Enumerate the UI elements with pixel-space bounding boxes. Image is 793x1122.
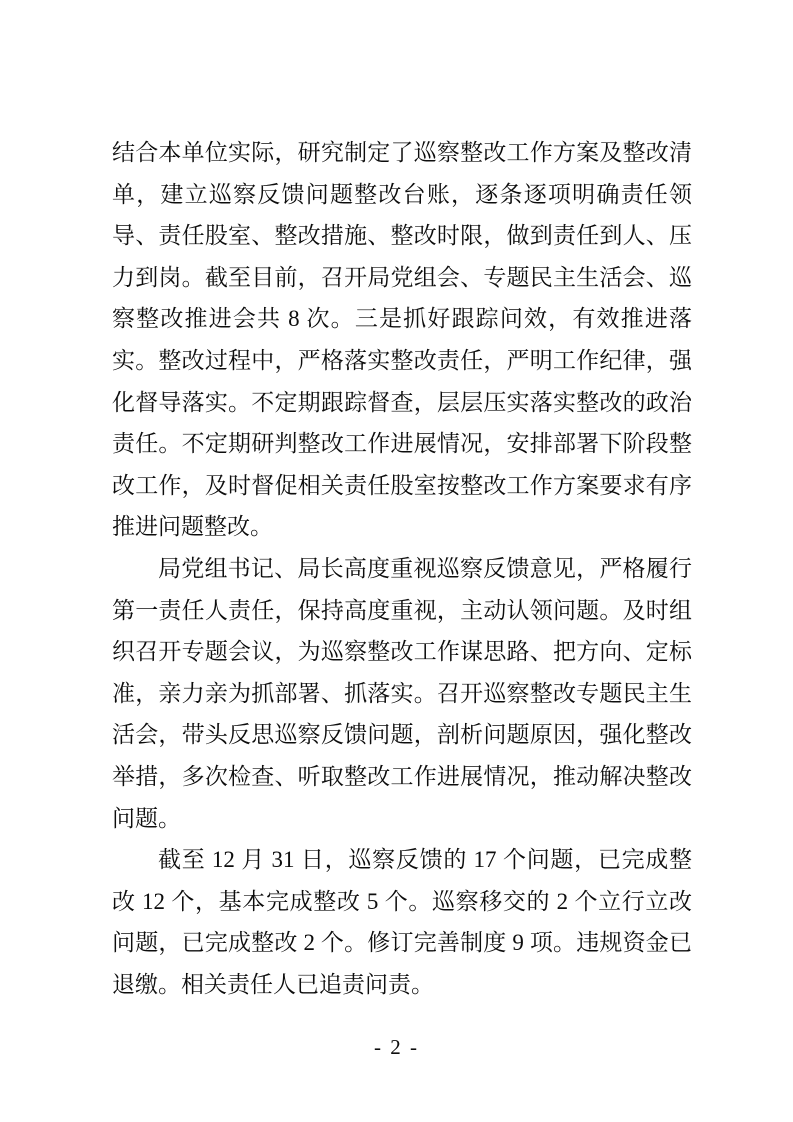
paragraph-continuation: 结合本单位实际，研究制定了巡察整改工作方案及整改清单，建立巡察反馈问题整改台账，逐条逐项明确责任领导、责任股室、整改措施、整改时限，做到责任到人、压力到岗。截至目前，召开局党组会、专题民主生活会、巡察整改推进会共 8 次。三是抓好跟踪问效，有效推进落实。整改过程中，严格落实整改责任，严明工作纪律，强化督导落实。不定期跟踪督查，层层压实落实整改的政治责任。不定期研判整改工作进展情况，安排部署下阶段整改工作，及时督促相关责任股室按整改工作方案要求有序推进问题整改。 bbox=[112, 140, 692, 540]
paragraph-statistics: 截至 12 月 31 日，巡察反馈的 17 个问题，已完成整改 12 个，基本完成整改 5 个。巡察移交的 2 个立行立改问题，已完成整改 2 个。修订完善制度 9 项。违规资金已退缴。相关责任人已追责问责。 bbox=[112, 847, 692, 997]
paragraph-leadership: 局党组书记、局长高度重视巡察反馈意见，严格履行第一责任人责任，保持高度重视，主动认领问题。及时组织召开专题会议，为巡察整改工作谋思路、把方向、定标准，亲力亲为抓部署、抓落实。召开巡察整改专题民主生活会，带头反思巡察反馈问题，剖析问题原因，强化整改举措，多次检查、听取整改工作进展情况，推动解决整改问题。 bbox=[112, 555, 692, 831]
page-number: - 2 - bbox=[374, 1035, 419, 1059]
document-body bbox=[112, 132, 692, 1005]
